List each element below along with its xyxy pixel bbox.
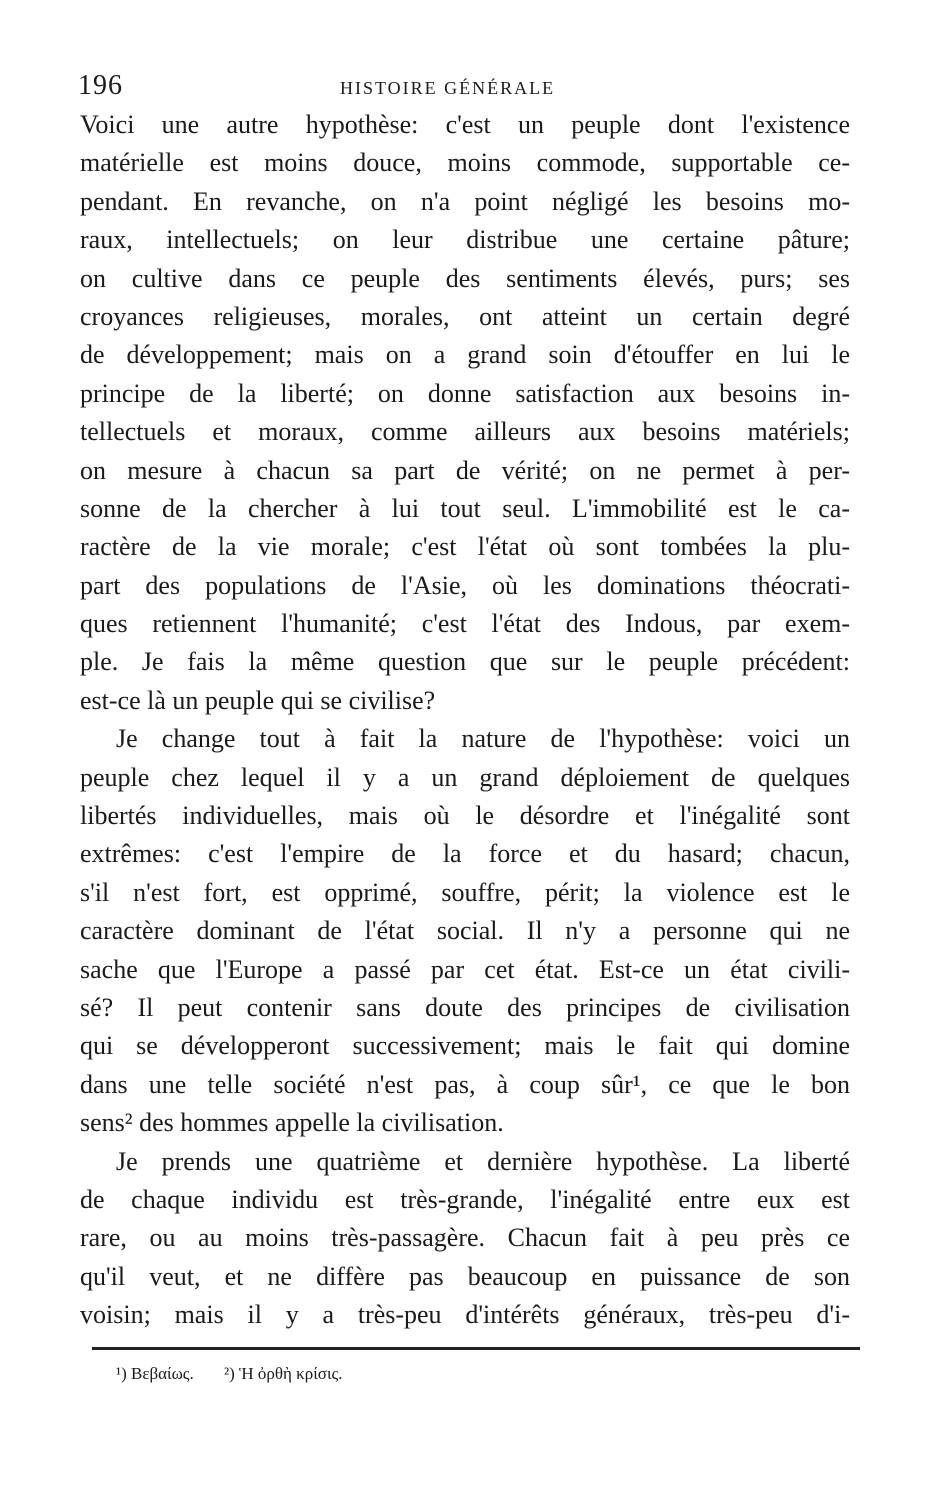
text-line: qui se développeront successivement; mais le fait qui domine xyxy=(80,1031,850,1061)
page-header xyxy=(78,70,858,102)
text-line: pendant. En revanche, on n'a point négligé les besoins mo- xyxy=(80,186,850,216)
text-line: croyances religieuses, morales, ont atteint un certain degré xyxy=(80,301,850,331)
text-line: voisin; mais il y a très-peu d'intérêts généraux, très-peu d'i- xyxy=(80,1300,850,1330)
text-line: caractère dominant de l'état social. Il n'y a personne qui ne xyxy=(80,916,850,946)
text-line: Je change tout à fait la nature de l'hypothèse: voici un xyxy=(116,724,850,754)
text-line: matérielle est moins douce, moins commode, supportable ce- xyxy=(80,148,850,178)
text-line: sens² des hommes appelle la civilisation. xyxy=(80,1108,504,1138)
text-line: extrêmes: c'est l'empire de la force et du hasard; chacun, xyxy=(80,839,850,869)
text-line: Voici une autre hypothèse: c'est un peuple dont l'existence xyxy=(80,110,850,139)
text-line: on mesure à chacun sa part de vérité; on ne permet à per- xyxy=(80,455,850,485)
text-line: sé? Il peut contenir sans doute des principes de civilisation xyxy=(80,992,850,1022)
text-line: tellectuels et moraux, comme ailleurs aux besoins matériels; xyxy=(80,417,850,447)
text-line: s'il n'est fort, est opprimé, souffre, périt; la violence est le xyxy=(80,877,850,907)
text-line: principe de la liberté; on donne satisfaction aux besoins in- xyxy=(80,378,850,408)
text-line: sonne de la chercher à lui tout seul. L'immobilité est le ca- xyxy=(80,493,850,523)
text-line: part des populations de l'Asie, où les dominations théocrati- xyxy=(80,570,850,600)
text-line: rare, ou au moins très-passagère. Chacun fait à peu près ce xyxy=(80,1223,850,1253)
running-head: HISTOIRE GÉNÉRALE xyxy=(340,78,556,98)
text-line: Je prends une quatrième et dernière hypothèse. La liberté xyxy=(116,1146,850,1176)
footnote-1: ¹) Βεβαίως. xyxy=(116,1364,194,1383)
footnotes xyxy=(116,1364,369,1384)
body-text xyxy=(80,106,850,1335)
footnote-2: ²) Ἡ ὀρθὴ κρίσις. xyxy=(224,1364,343,1383)
text-line: libertés individuelles, mais où le désordre et l'inégalité sont xyxy=(80,801,850,831)
text-line: est-ce là un peuple qui se civilise? xyxy=(80,685,436,715)
text-line: de développement; mais on a grand soin d'étouffer en lui le xyxy=(80,340,850,370)
text-line: peuple chez lequel il y a un grand déploiement de quelques xyxy=(80,762,850,792)
footnote-rule xyxy=(92,1347,860,1350)
text-line: ques retiennent l'humanité; c'est l'état des Indous, par exem- xyxy=(80,609,850,639)
text-line: sache que l'Europe a passé par cet état. Est-ce un état civili- xyxy=(80,954,850,984)
text-line: qu'il veut, et ne diffère pas beaucoup en puissance de son xyxy=(80,1261,850,1291)
text-line: ractère de la vie morale; c'est l'état où sont tombées la plu- xyxy=(80,532,850,562)
text-line: raux, intellectuels; on leur distribue une certaine pâture; xyxy=(80,225,850,255)
page-number: 196 xyxy=(78,70,123,101)
text-line: de chaque individu est très-grande, l'inégalité entre eux est xyxy=(80,1184,850,1214)
text-line: dans une telle société n'est pas, à coup sûr¹, ce que le bon xyxy=(80,1069,850,1099)
text-line: on cultive dans ce peuple des sentiments élevés, purs; ses xyxy=(80,263,850,293)
text-line: ple. Je fais la même question que sur le peuple précédent: xyxy=(80,647,850,677)
